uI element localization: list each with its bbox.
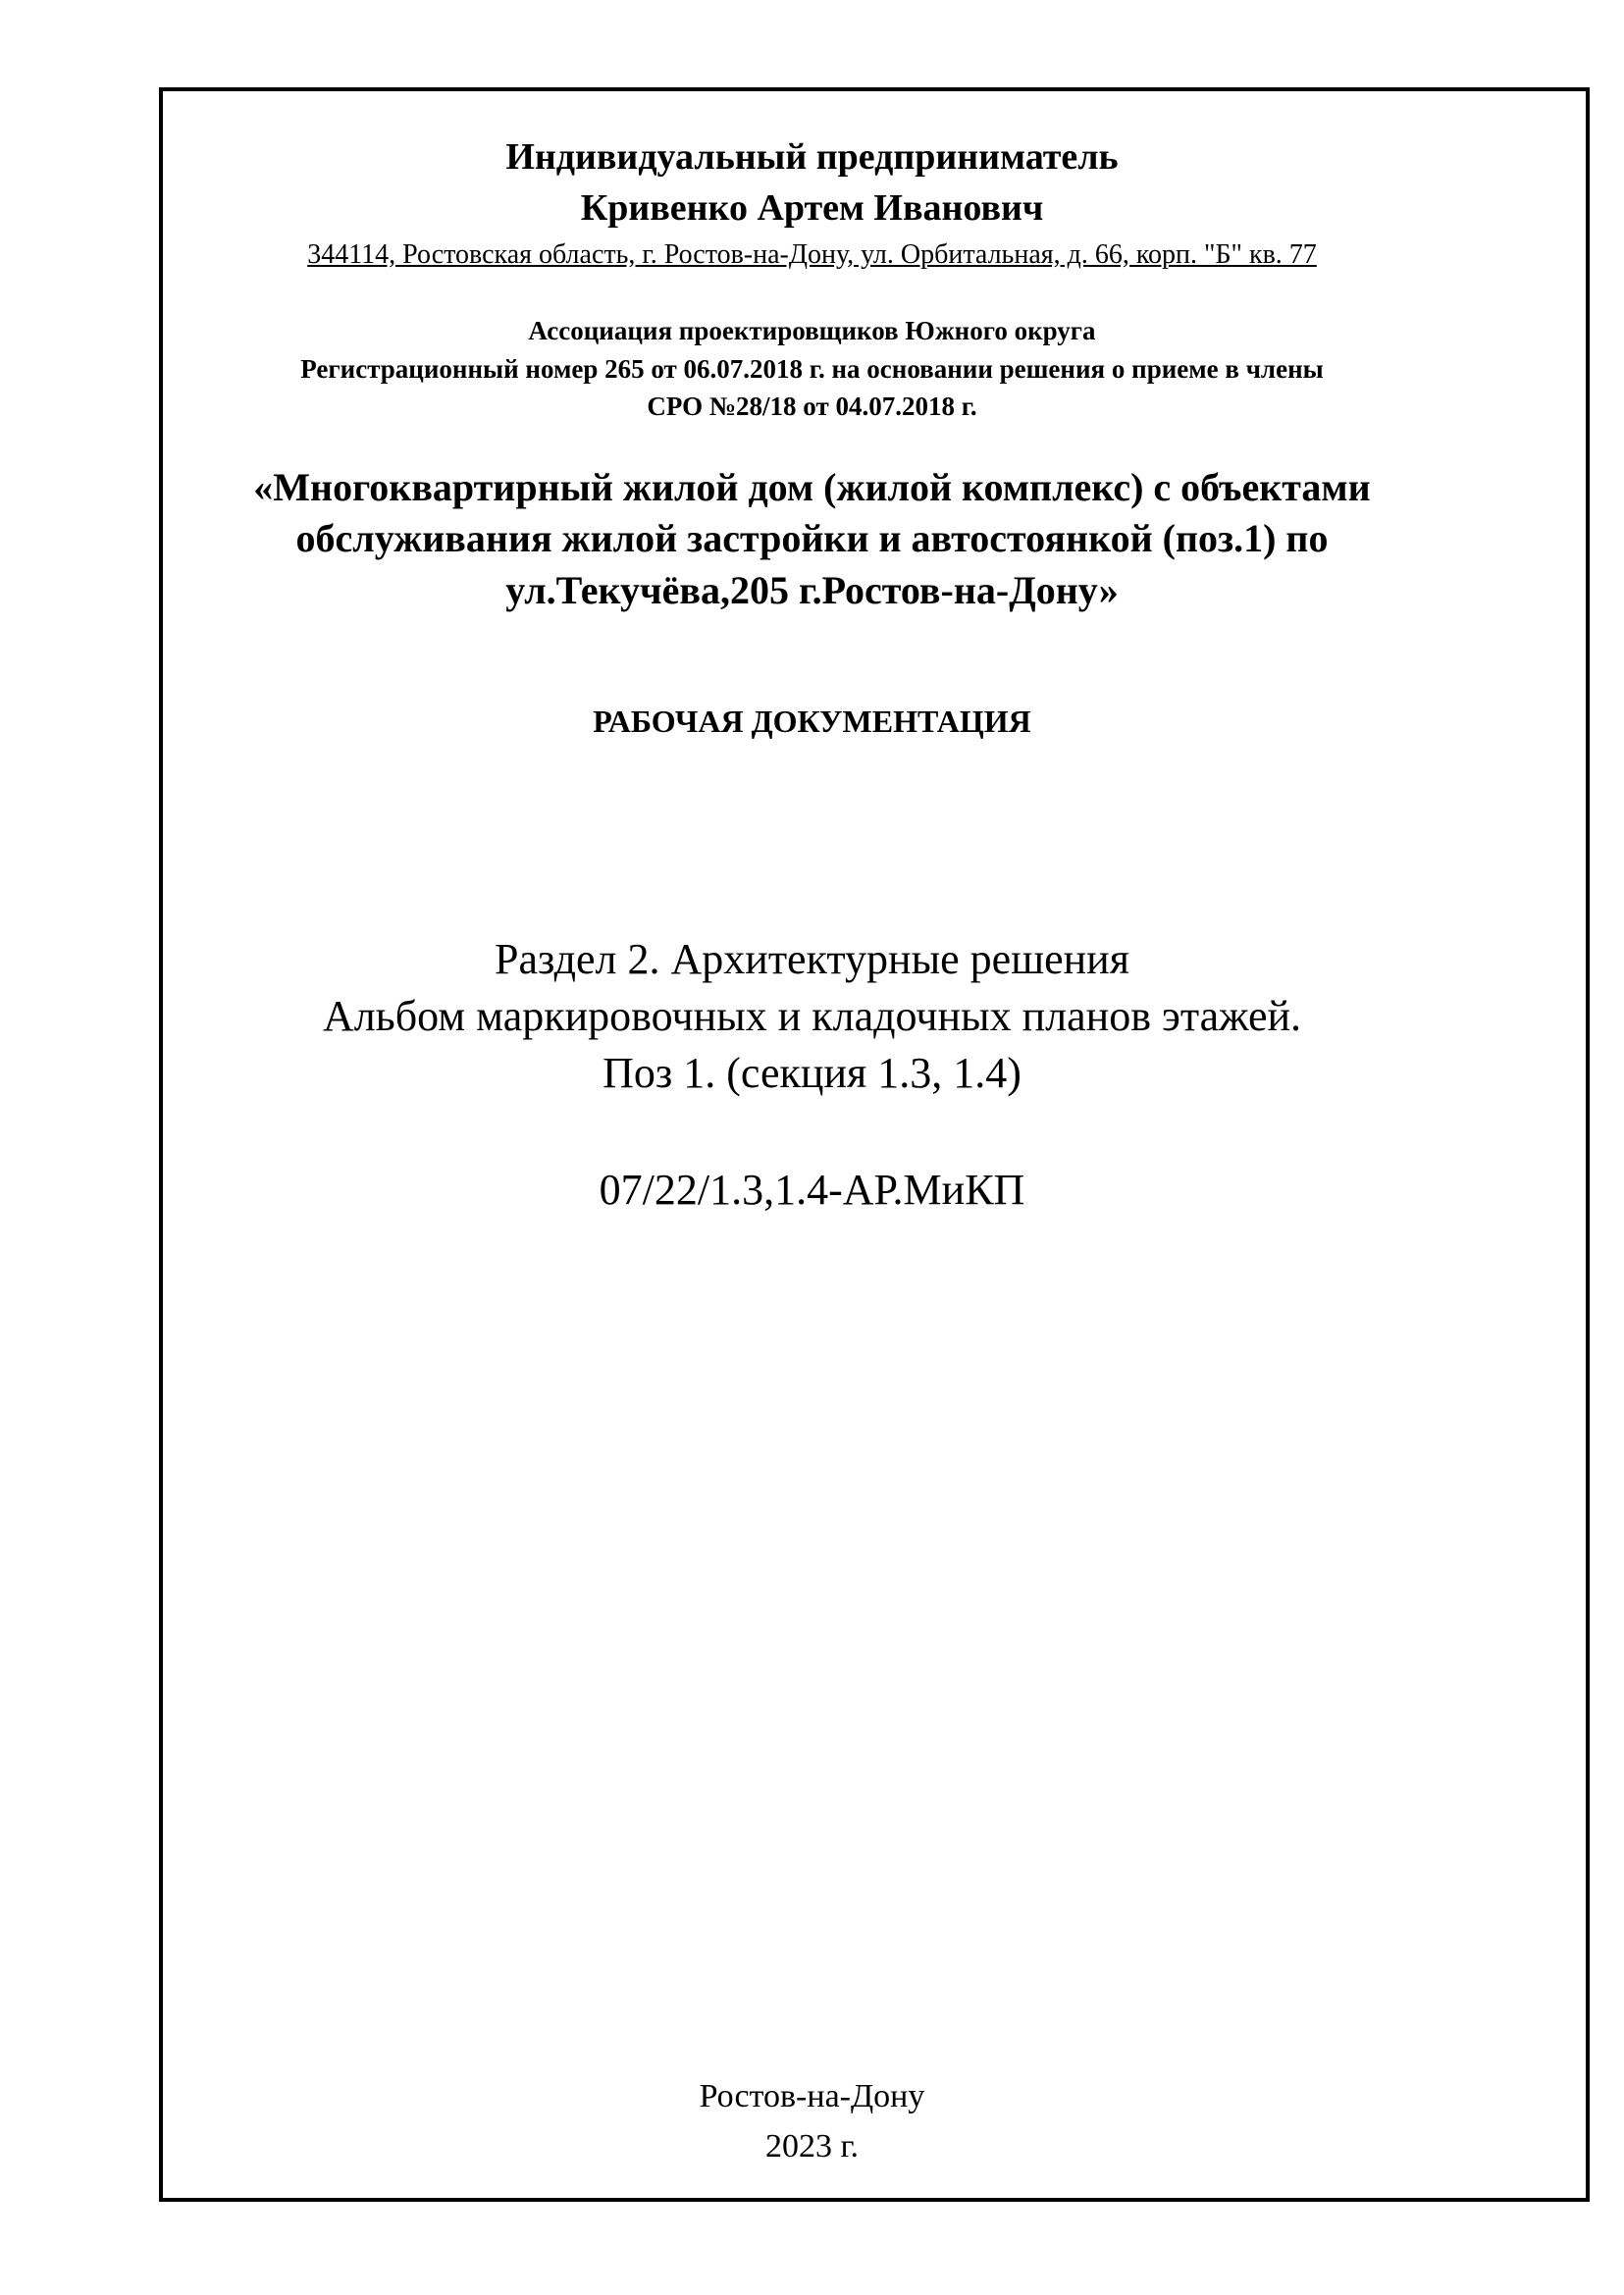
section-title-line-2: Альбом маркировочных и кладочных планов этажей.	[322, 992, 1302, 1040]
organization-address	[0, 239, 1624, 271]
section-title-line-3: Поз 1. (секция 1.3, 1.4)	[602, 1049, 1022, 1097]
section-title-line-1: Раздел 2. Архитектурные решения	[495, 935, 1129, 983]
sro-registration-line-2: СРО №28/18 от 04.07.2018 г.	[647, 391, 977, 421]
sro-association-name: Ассоциация проектировщиков Южного округа	[528, 316, 1096, 345]
documentation-type: РАБОЧАЯ ДОКУМЕНТАЦИЯ	[593, 704, 1031, 739]
organization-type: Индивидуальный предприниматель	[505, 136, 1119, 178]
organization-address-text: 344114, Ростовская область, г. Ростов-на-Дону, ул. Орбитальная, д. 66, корп. "Б" кв. 77	[307, 239, 1317, 270]
organization-name: Кривенко Артем Иванович	[580, 187, 1044, 229]
document-code: 07/22/1.3,1.4-АР.МиКП	[599, 1166, 1025, 1214]
footer-year: 2023 г.	[764, 2128, 860, 2165]
footer-city: Ростов-на-Дону	[699, 2078, 925, 2114]
project-title-line-1: «Многоквартирный жилой дом (жилой комплекс) с объектами	[253, 465, 1371, 509]
sro-registration-line-1: Регистрационный номер 265 от 06.07.2018 г. на основании решения о приеме в члены	[300, 354, 1324, 384]
project-title-line-2: обслуживания жилой застройки и автостоянкой (поз.1) по	[295, 516, 1329, 560]
project-title-line-3: ул.Текучёва,205 г.Ростов-на-Дону»	[505, 568, 1119, 612]
